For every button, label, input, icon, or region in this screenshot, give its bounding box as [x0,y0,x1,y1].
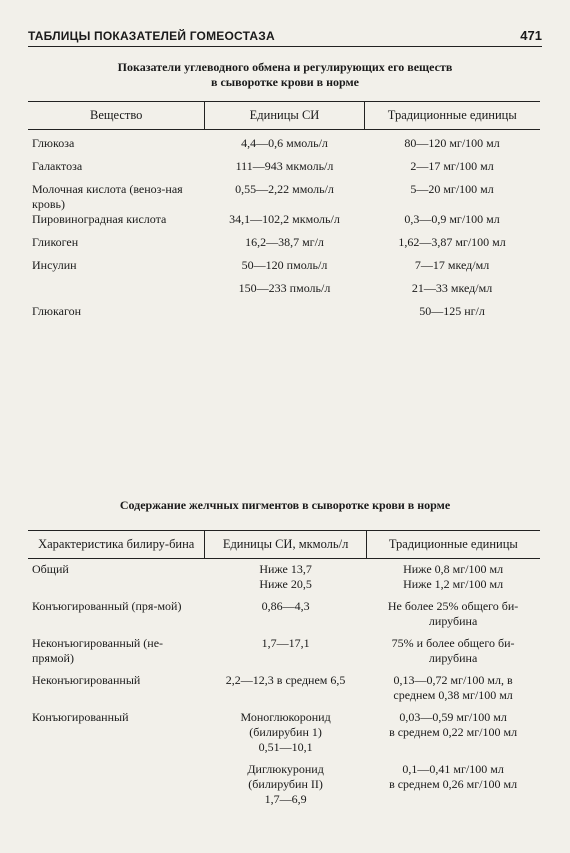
traditional-value-cell: 0,13—0,72 мг/100 мл, в среднем 0,38 мг/100 мл [393,673,513,702]
table-row [28,159,540,182]
si-value-cell: Ниже 13,7 Ниже 20,5 [259,562,312,591]
table2-header-characteristic: Характеристика билиру-бина [28,531,205,559]
traditional-value-cell: 80—120 мг/100 мл [404,136,500,150]
si-value-cell: 4,4—0,6 ммоль/л [241,136,328,150]
table-row [28,559,540,597]
table1-title [40,60,530,90]
si-value-cell: 0,86—4,3 [261,599,310,613]
si-value-cell: Моноглюкоронид (билирубин 1) 0,51—10,1 [240,710,331,754]
substance-cell: Глюкагон [32,304,82,318]
running-title: ТАБЛИЦЫ ПОКАЗАТЕЛЕЙ ГОМЕОСТАЗА [28,29,275,43]
si-value-cell: 150—233 пмоль/л [238,281,331,295]
traditional-value-cell: 21—33 мкед/мл [411,281,493,295]
carbohydrate-table [28,101,540,327]
si-value-cell: 1,7—17,1 [261,636,310,650]
page-number: 471 [520,28,542,43]
traditional-value-cell: 1,62—3,87 мг/100 мл [398,235,506,249]
table-row [28,670,540,707]
si-value-cell: 0,55—2,22 ммоль/л [235,182,334,196]
si-value-cell [205,304,364,327]
characteristic-cell [28,759,205,811]
traditional-value-cell: Не более 25% общего би- лирубина [387,599,519,628]
si-value-cell: 2,2—12,3 в среднем 6,5 [225,673,346,687]
characteristic-cell: Общий [32,562,69,576]
table1-header-substance: Вещество [28,102,205,130]
running-header [28,28,542,47]
table-row [28,182,540,212]
traditional-value-cell: Ниже 0,8 мг/100 мл Ниже 1,2 мг/100 мл [403,562,504,591]
table-row [28,707,540,759]
si-value-cell: 111—943 мкмоль/л [235,159,334,173]
traditional-value-cell: 0,03—0,59 мг/100 мл в среднем 0,22 мг/100 мл [389,710,518,739]
table1-title-line1: Показатели углеводного обмена и регулирующих его веществ [117,60,453,74]
substance-cell: Инсулин [32,258,77,272]
table-row [28,235,540,258]
traditional-value-cell: 50—125 нг/л [419,304,485,318]
traditional-value-cell: 5—20 мг/100 мл [410,182,494,196]
si-value-cell: Диглюкуронид (билирубин II) 1,7—6,9 [247,762,324,806]
traditional-value-cell: 7—17 мкед/мл [414,258,490,272]
table-row [28,212,540,235]
substance-cell: Глюкоза [32,136,75,150]
characteristic-cell: Неконъюгированный (не-прямой) [32,636,164,665]
table2-header-traditional: Традиционные единицы [366,531,540,559]
traditional-value-cell: 75% и более общего би- лирубина [391,636,515,665]
table2-header-row [28,531,540,559]
table1-header-row [28,102,540,130]
table-row [28,130,540,160]
characteristic-cell: Конъюгированный (пря-мой) [32,599,182,613]
substance-cell: Молочная кислота (веноз-ная кровь) [32,182,183,211]
traditional-value-cell: 0,1—0,41 мг/100 мл в среднем 0,26 мг/100 мл [389,762,518,791]
si-value-cell: 50—120 пмоль/л [241,258,328,272]
si-value-cell: 34,1—102,2 мкмоль/л [229,212,340,226]
substance-cell: Пировиноградная кислота [32,212,167,226]
characteristic-cell: Конъюгированный [32,710,129,724]
table1-header-si: Единицы СИ [205,102,364,130]
table-row [28,258,540,281]
table-row [28,304,540,327]
traditional-value-cell: 0,3—0,9 мг/100 мл [404,212,500,226]
substance-cell: Галактоза [32,159,83,173]
characteristic-cell: Неконъюгированный [32,673,141,687]
substance-cell [28,281,205,304]
traditional-value-cell: 2—17 мг/100 мл [410,159,494,173]
table1-title-line2: в сыворотке крови в норме [211,75,359,89]
table-row [28,596,540,633]
table-row [28,633,540,670]
table2-title: Содержание желчных пигментов в сыворотке крови в норме [119,498,451,512]
si-value-cell: 16,2—38,7 мг/л [245,235,324,249]
bile-pigments-table [28,530,540,811]
table1-header-traditional: Традиционные единицы [364,102,540,130]
substance-cell: Гликоген [32,235,79,249]
table2-header-si: Единицы СИ, мкмоль/л [205,531,366,559]
table-row [28,281,540,304]
table-row [28,759,540,811]
